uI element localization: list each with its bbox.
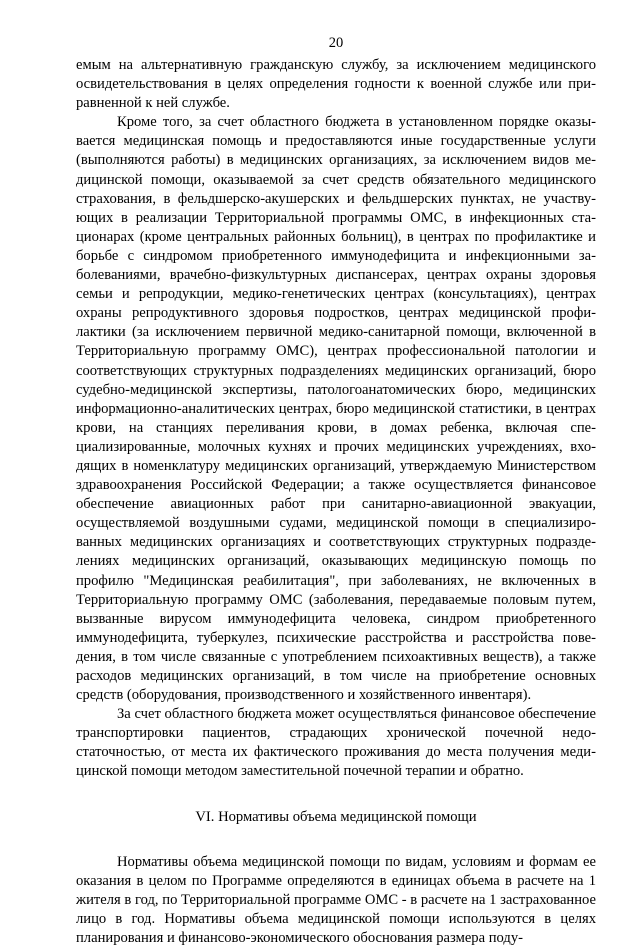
- page-number: 20: [328, 35, 344, 51]
- section-heading: VI. Нормативы объема медицинской помощи: [195, 808, 477, 825]
- paragraph-continuation: емым на альтернативную гражданскую службу, за исключением медицинского освидетельствования в целях определения годности к военной службе или приравненной к ней службе.: [76, 57, 596, 112]
- paragraph-patient-transport: За счет областного бюджета может осуществляться финансовое обеспечение транспортировки пациентов, страдающих хронической почечной недостаточностью, от места их фактического проживания до места получения медицинской помощи методом заместительной почечной терапии и обратно.: [76, 706, 596, 780]
- document-page: [76, 34, 596, 948]
- paragraph-regional-budget-services: Кроме того, за счет областного бюджета в установленном порядке оказывается медицинская помощь и предоставляются иные государственные услуги (выполняются работы) в медицинских организациях, за исключением видов медицинской помощи, оказываемой за счет средств обязательного медицинского страхования, в фельдшерско-акушерских и фельдшерских пунктах, не участвующих в реализации Территориальной программы ОМС, в инфекционных стационарах (кроме центральных районных больниц), в центрах по профилактике и борьбе с синдромом приобретенного иммунодефицита и инфекционными заболеваниями, врачебно-физкультурных диспансерах, центрах охраны здоровья семьи и репродукции, медико-генетических центрах (консультациях), центрах охраны репродуктивного здоровья подростков, центрах медицинской профилактики (за исключением первичной медико-санитарной помощи, включенной в Территориальную программу ОМС), центрах профессиональной патологии и соответствующих структурных подразделениях медицинских организаций, бюро судебно-медицинской экспертизы, патологоанатомических бюро, медицинских информационно-аналитических центрах, бюро медицинской статистики, в центрах крови, на станциях переливания крови, в домах ребенка, включая специализированные, молочных кухнях и прочих медицинских учреждениях, входящих в номенклатуру медицинских организаций, утверждаемую Министерством здравоохранения Российской Федерации; а также осуществляется финансовое обеспечение авиационных работ при санитарно-авиационной эвакуации, осуществляемой воздушными судами, медицинской помощи в специализированных медицинских организациях и соответствующих структурных подразделениях медицинских организаций, оказывающих медицинскую помощь по профилю "Медицинская реабилитация", при заболеваниях, не включенных в Территориальную программу ОМС (заболевания, передаваемые половым путем, вызванные вирусом иммунодефицита человека, синдром приобретенного иммунодефицита, туберкулез, психические расстройства и расстройства поведения, в том числе связанные с употреблением психоактивных веществ), а также расходов медицинских организаций, в том числе на приобретение основных средств (оборудования, производственного и хозяйственного инвентаря).: [76, 114, 596, 704]
- paragraph-volume-norms: Нормативы объема медицинской помощи по видам, условиям и формам ее оказания в целом по Программе определяются в единицах объема в расчете на 1 жителя в год, по Территориальной программе ОМС - в расчете на 1 застрахованное лицо в год. Нормативы объема медицинской помощи используются в целях планирования и финансово-экономического обоснования размера поду-: [76, 853, 596, 947]
